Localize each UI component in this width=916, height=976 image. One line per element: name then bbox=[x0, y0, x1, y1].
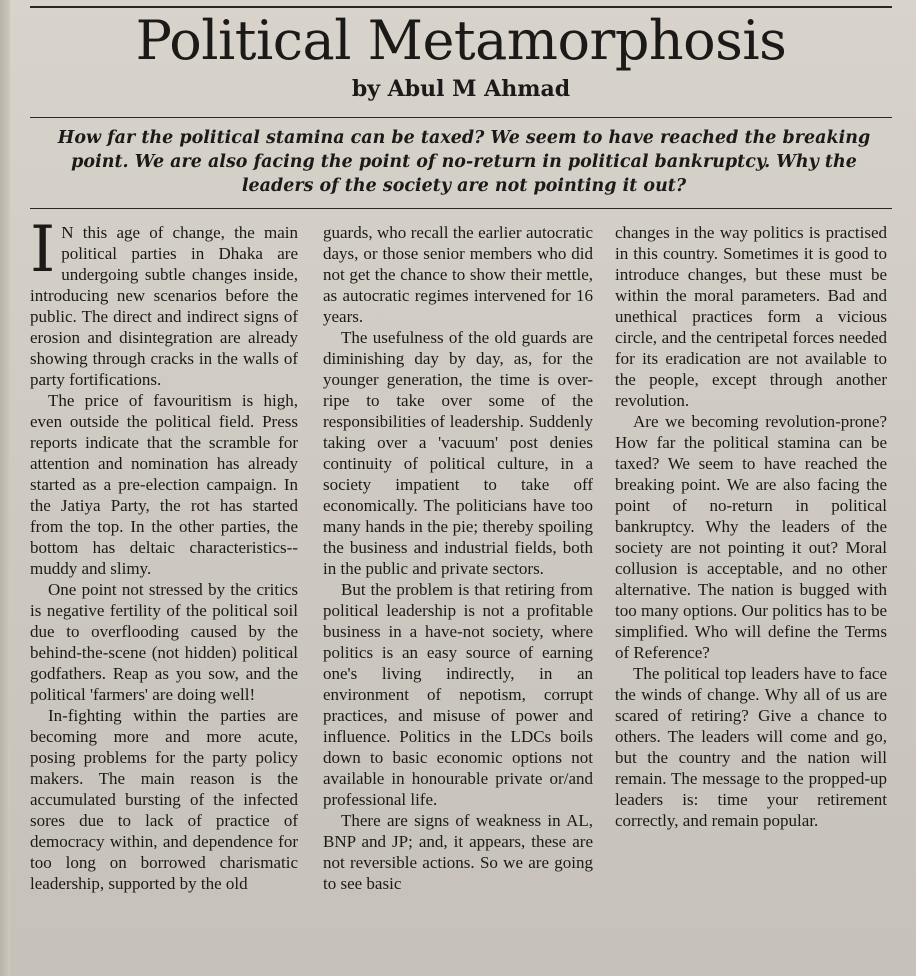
paragraph: One point not stressed by the critics is negative fertility of the political soil due to overflooding caused by the behind-the-scene (not hidden) political godfathers. Reap as you sow, and the political 'farmers' are doing well! bbox=[30, 580, 298, 704]
page-edge bbox=[0, 0, 10, 976]
byline: by Abul M Ahmad bbox=[351, 76, 571, 102]
deck-rule bbox=[30, 208, 892, 209]
paragraph: In-fighting within the parties are becoming more and more acute, posing problems for the party policy makers. The main reason is the accumulated bursting of the infected sores due to lack of practice of democracy within, and dependence for too long on borrowed charismatic leadership, supported by the old bbox=[30, 706, 298, 893]
paragraph: The usefulness of the old guards are diminishing day by day, as, for the younger generation, the time is over-ripe to take over some of the responsibilities of leadership. Suddenly taking over a 'vacuum' post denies continuity of political culture, in a society impatient to take off economically. The politicians have too many hands in the pie; thereby spoiling the business and industrial fields, both in the public and private sectors. bbox=[323, 328, 593, 578]
paragraph: The price of favouritism is high, even outside the political field. Press reports indicate that the scramble for attention and nomination has already started as a pre-election campaign. In the Jatiya Party, the rot has started from the top. In the other parties, the bottom has deltaic characteristics-- muddy and slimy. bbox=[30, 391, 298, 578]
paragraph: There are signs of weakness in AL, BNP and JP; and, it appears, these are not reversible actions. So we are going to see basic bbox=[323, 811, 593, 893]
paragraph: The political top leaders have to face the winds of change. Why all of us are scared of retiring? Give a chance to others. The leaders will come and go, but the country and the nation will remain. The message to the propped-up leaders is: time your retirement correctly, and remain popular. bbox=[615, 664, 887, 830]
paragraph: But the problem is that retiring from political leadership is not a profitable business in a have-not society, where politics is an easy source of earning one's living indirectly, in an environment of nepotism, corrupt practices, and misuse of power and influence. Politics in the LDCs boils down to basic economic options not available in honourable private or/and professional life. bbox=[323, 580, 593, 809]
paragraph: changes in the way politics is practised in this country. Sometimes it is good to introduce changes, but these must be within the moral parameters. Bad and unethical practices form a vicious circle, and the centripetal forces needed for its eradication are not available to the people, except through another revolution. bbox=[615, 223, 887, 410]
article-deck: How far the political stamina can be taxed? We seem to have reached the breaking point. We are also facing the point of no-return in political bankruptcy. Why the leaders of the society are not pointing it out? bbox=[57, 128, 871, 196]
drop-cap: I bbox=[30, 222, 56, 287]
paragraph: Are we becoming revolution-prone? How far the political stamina can be taxed? We seem to have reached the breaking point. We are also facing the point of no-return in political bankruptcy. Why the leaders of the society are not pointing it out? Moral collusion is acceptable, and no other alternative. The nation is bugged with too many options. Our politics has to be simplified. Who will define the Terms of Reference? bbox=[615, 412, 887, 662]
article-column-1 bbox=[30, 222, 298, 962]
paragraph bbox=[30, 222, 298, 390]
article-column-2 bbox=[323, 222, 593, 962]
article-title: Political Metamorphosis bbox=[135, 9, 787, 72]
paragraph: guards, who recall the earlier autocratic days, or those senior members who did not get the chance to show their mettle, as autocratic regimes intervened for 16 years. bbox=[323, 223, 593, 326]
paragraph-text: N this age of change, the main political parties in Dhaka are undergoing subtle changes inside, introducing new scenarios before the public. The direct and indirect signs of erosion and disintegration are already showing through cracks in the walls of party fortifications. bbox=[30, 223, 298, 389]
header-rule bbox=[30, 117, 892, 118]
article-column-3 bbox=[615, 222, 887, 962]
